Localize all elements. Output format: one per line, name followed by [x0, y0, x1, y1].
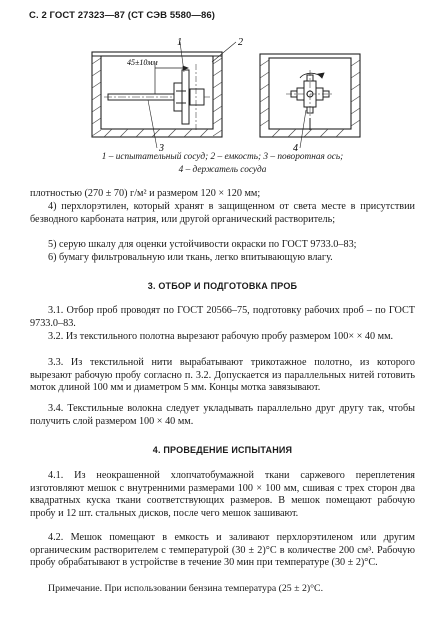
paragraph-3-1: 3.1. Отбор проб проводят по ГОСТ 20566–75, подготовку рабочих проб – по ГОСТ 9733.0–83. [30, 305, 415, 329]
callout-3: 3 [159, 143, 164, 151]
paragraph-3-3: 3.3. Из текстильной нити вырабатывают трикотажное полотно, из которого вырезают рабочую пробу согласно п. 3.2. Допускается из параллельных нитей готовить моток длиной 100 мм и диаметром 5 мм. Концы мотка завязывают. [30, 357, 415, 394]
section-4-heading: 4. ПРОВЕДЕНИЕ ИСПЫТАНИЯ [152, 445, 293, 455]
vessel-holder-left [174, 64, 204, 130]
note: Примечание. При использовании бензина температура (25 ± 2)°С. [48, 583, 324, 594]
list-item-4: 4) перхлорэтилен, который хранят в защищенном от света месте в присутствии безводного карбоната натрия, или другой органический растворитель; [30, 201, 415, 225]
dimension-label: 45±10мм [127, 58, 158, 67]
caption-line-2: 4 – держатель сосуда [178, 164, 267, 175]
figure-caption [60, 151, 385, 176]
apparatus-figure [90, 36, 370, 151]
callout-2: 2 [238, 37, 243, 48]
callout-4: 4 [293, 143, 298, 151]
caption-line-1: 1 – испытательный сосуд; 2 – емкость; 3 – поворотная ось; [101, 152, 344, 162]
section-3-heading: 3. ОТБОР И ПОДГОТОВКА ПРОБ [147, 281, 298, 291]
paragraph-3-2: 3.2. Из текстильного полотна вырезают рабочую пробу размером 100× × 40 мм. [48, 331, 394, 342]
paragraph-4-2: 4.2. Мешок помещают в емкость и заливают перхлорэтиленом или другим органическим растворителем с температурой (30 ± 2)°С в количестве 200 см³. Рабочую пробу обрабатывают в устройстве в течение 30 мин при температуре (30 ± 2)°С. [30, 532, 415, 569]
callout-1: 1 [177, 37, 182, 48]
paragraph-3-4: 3.4. Текстильные волокна следует укладывать параллельно друг другу так, чтобы получить слой размером 100 × 40 мм. [30, 403, 415, 427]
paragraph-4-1: 4.1. Из неокрашенной хлопчатобумажной ткани саржевого переплетения изготовляют мешок с внутренними размерами 100 × 100 мм, сшивая с трех сторон два квадратных куска ткани соответствующих размеров. В мешок помещают рабочую пробу и 12 шт. стальных дисков, после чего мешок зашивают. [30, 470, 415, 519]
list-item-6: 6) бумагу фильтровальную или ткань, легко впитывающую влагу. [48, 252, 333, 263]
page-header: С. 2 ГОСТ 27323—87 (СТ СЭВ 5580—86) [29, 10, 215, 21]
list-continuation: плотностью (270 ± 70) г/м² и размером 120 × 120 мм; [30, 188, 261, 199]
list-item-5: 5) серую шкалу для оценки устойчивости окраски по ГОСТ 9733.0–83; [48, 239, 357, 250]
vessel-holder-right [286, 70, 334, 130]
